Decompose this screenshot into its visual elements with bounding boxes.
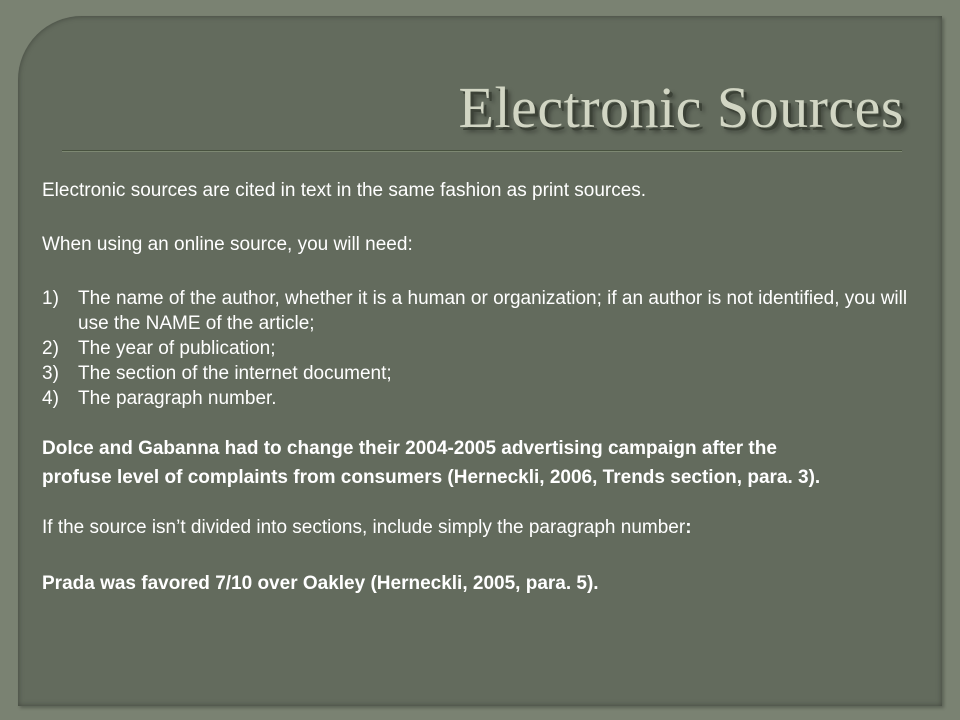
- list-item: [42, 286, 922, 336]
- list-item-number: 2): [42, 338, 59, 359]
- no-sections-text: If the source isn’t divided into sections, include simply the paragraph number: [42, 517, 686, 538]
- list-item-number: 4): [42, 388, 59, 409]
- list-item: [42, 361, 922, 386]
- no-sections-paragraph: [42, 515, 922, 540]
- list-item: [42, 336, 922, 361]
- list-item-number: 1): [42, 288, 59, 309]
- slide-title: Electronic Sources: [458, 75, 904, 140]
- no-sections-colon: :: [685, 517, 692, 538]
- list-item-text: The year of publication;: [78, 338, 276, 359]
- title-divider: [62, 150, 902, 152]
- list-item-text: The paragraph number.: [78, 388, 277, 409]
- list-item-number: 3): [42, 363, 59, 384]
- intro-paragraph: Electronic sources are cited in text in the same fashion as print sources.: [42, 180, 647, 201]
- example-with-sections: Dolce and Gabanna had to change their 2004-2005 advertising campaign after the profuse level of complaints from consumers (Herneckli, 2006, Trends section, para. 3).: [42, 438, 821, 488]
- example-paragraph-only: Prada was favored 7/10 over Oakley (Herneckli, 2005, para. 5).: [42, 573, 599, 594]
- slide-body: [42, 178, 922, 598]
- list-item-text: The section of the internet document;: [78, 363, 392, 384]
- list-item: [42, 386, 922, 411]
- requirement-lead: When using an online source, you will need:: [42, 234, 413, 255]
- list-item-text: The name of the author, whether it is a human or organization; if an author is not identified, you will use the NAME of the article;: [78, 288, 908, 334]
